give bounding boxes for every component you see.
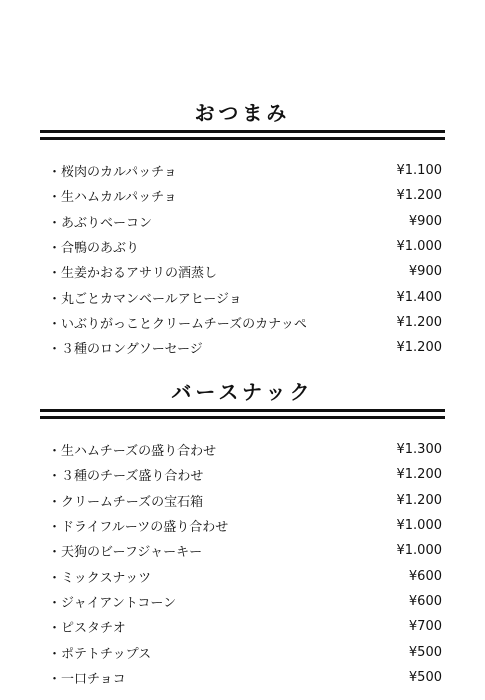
menu-item (0, 284, 485, 309)
menu-list (0, 158, 485, 360)
item-price: ¥500 (408, 644, 442, 660)
item-name: ・ 天狗のビーフジャーキー (48, 541, 202, 560)
menu-item (0, 234, 485, 259)
menu-item (0, 589, 485, 614)
item-price: ¥1.200 (396, 492, 442, 508)
item-name: ・ あぶりベーコン (48, 212, 152, 231)
item-name: ・ いぶりがっことクリームチーズのカナッペ (48, 313, 307, 332)
item-name: ・ ジャイアントコーン (48, 592, 176, 611)
item-price: ¥700 (408, 619, 442, 635)
item-price: ¥1.100 (396, 163, 442, 179)
item-price: ¥600 (408, 593, 442, 609)
item-name: ・ 一口チョコ (48, 668, 126, 687)
item-price: ¥500 (408, 669, 442, 685)
section-title: バースナック (171, 380, 314, 404)
item-name: ・ ３種のチーズ盛り合わせ (48, 465, 203, 484)
item-price: ¥1.200 (396, 467, 442, 483)
menu-item (0, 437, 485, 462)
item-price: ¥1.000 (396, 239, 442, 255)
item-price: ¥900 (408, 264, 442, 280)
item-price: ¥900 (408, 213, 442, 229)
item-name: ・ 合鴨のあぶり (48, 237, 139, 256)
item-name: ・ 桜肉のカルパッチョ (48, 161, 177, 180)
section-otsumami (0, 98, 485, 360)
menu-item (0, 639, 485, 664)
item-price: ¥1.000 (396, 543, 442, 559)
section-title: おつまみ (194, 101, 291, 125)
item-name: ・ クリームチーズの宝石箱 (48, 491, 203, 510)
item-name: ・ 生姜かおるアサリの酒蒸し (48, 262, 217, 281)
menu-item (0, 488, 485, 513)
item-name: ・ 生ハムカルパッチョ (48, 186, 177, 205)
menu-item (0, 158, 485, 183)
menu-list (0, 437, 485, 690)
item-price: ¥1.200 (396, 188, 442, 204)
item-price: ¥1.300 (396, 442, 442, 458)
menu-item (0, 335, 485, 360)
double-rule (40, 409, 445, 419)
item-price: ¥1.200 (396, 340, 442, 356)
menu-item (0, 259, 485, 284)
item-name: ・ ピスタチオ (48, 617, 126, 636)
menu-item (0, 209, 485, 234)
item-name: ・ ポテトチップス (48, 643, 151, 662)
item-price: ¥1.000 (396, 518, 442, 534)
menu-item (0, 183, 485, 208)
menu-item (0, 614, 485, 639)
menu-item (0, 563, 485, 588)
item-name: ・ ドライフルーツの盛り合わせ (48, 516, 228, 535)
section-bar-snack (0, 377, 485, 690)
item-price: ¥1.200 (396, 314, 442, 330)
item-name: ・ 丸ごとカマンベールアヒージョ (48, 288, 242, 307)
item-price: ¥1.400 (396, 289, 442, 305)
item-name: ・ ３種のロングソーセージ (48, 338, 203, 357)
double-rule (40, 130, 445, 140)
item-price: ¥600 (408, 568, 442, 584)
menu-item (0, 462, 485, 487)
item-name: ・ 生ハムチーズの盛り合わせ (48, 440, 216, 459)
menu-item (0, 513, 485, 538)
item-name: ・ ミックスナッツ (48, 567, 151, 586)
menu-item (0, 310, 485, 335)
menu-item (0, 538, 485, 563)
menu-item (0, 665, 485, 690)
